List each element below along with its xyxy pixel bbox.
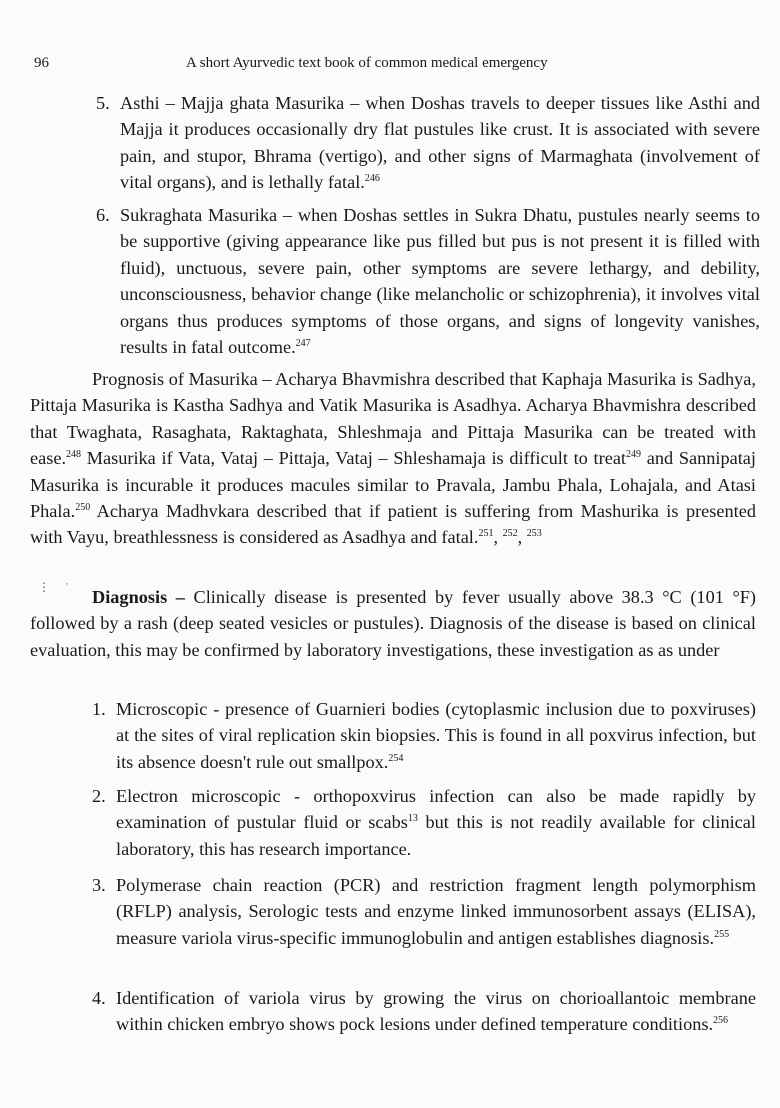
- prognosis-text-1: Prognosis of Masurika – Acharya Bhavmishra described that Kaphaja Masurika is Sadhya, Pittaja Masurika is Kastha Sadhya and Vatik Masurika is Asadhya. Acharya Bhavmishra described that Twaghata, Rasaghata, Raktaghata, Shleshmaja and Pittaja Masurika can be treated with ease.: [30, 369, 756, 469]
- prognosis-text-4: Acharya Madhvkara described that if patient is suffering from Mashurika is presented with Vayu, breathlessness is considered as Asadhya and fatal.: [30, 501, 756, 548]
- footnote-ref: 249: [626, 449, 642, 461]
- footnote-ref: 246: [364, 173, 380, 185]
- list-item: [92, 783, 756, 862]
- prognosis-paragraph: [30, 366, 756, 551]
- page-number: 96: [34, 55, 49, 71]
- footnote-ref: 248: [66, 449, 82, 461]
- ref-separator: ,: [517, 527, 527, 548]
- footnote-ref: 254: [388, 752, 404, 764]
- footnote-ref: 13: [407, 813, 418, 825]
- list-item-number: 5.: [96, 93, 110, 113]
- list-item: [96, 202, 760, 360]
- print-specks: ⋮ ˙: [38, 580, 75, 594]
- list-item: [92, 872, 756, 951]
- running-title: A short Ayurvedic text book of common medical emergency: [186, 55, 548, 71]
- ref-separator: ,: [493, 527, 503, 548]
- list-item-text: Polymerase chain reaction (PCR) and restriction fragment length polymorphism (RFLP) analysis, Serologic tests and enzyme linked immunosorbent assays (ELISA), measure variola virus-specific immunoglobulin and antigen establishes diagnosis.: [116, 875, 756, 948]
- list-item-number: 4.: [92, 988, 106, 1008]
- diagnosis-text: Clinically disease is presented by fever usually above 38.3 °C (101 °F) followed by a rash (deep seated vesicles or pustules). Diagnosis of the disease is based on clinical evaluation, this may be confirmed by laboratory investigations, these investigation as as under: [30, 587, 757, 660]
- list-item-text: Asthi – Majja ghata Masurika – when Doshas travels to deeper tissues like Asthi and Majja it produces occasionally dry flat pustules like crust. It is associated with severe pain, and stupor, Bhrama (vertigo), and other signs of Marmaghata (involvement of vital organs), and is lethally fatal.: [120, 93, 760, 193]
- list-item-number: 1.: [92, 699, 106, 719]
- list-item-number: 2.: [92, 786, 106, 806]
- footnote-ref: 253: [526, 528, 542, 540]
- footnote-ref: 247: [295, 338, 311, 350]
- list-item: [96, 90, 760, 196]
- list-item-text: Identification of variola virus by growing the virus on chorioallantoic membrane within chicken embryo shows pock lesions under defined temperature conditions.: [116, 988, 756, 1035]
- list-item-text: but this is not readily available for clinical laboratory, this has research importance.: [116, 812, 756, 859]
- footnote-ref: 252: [502, 528, 518, 540]
- page-header: [34, 55, 760, 77]
- diagnosis-paragraph: [30, 584, 756, 663]
- list-item-number: 3.: [92, 875, 106, 895]
- prognosis-text-2: Masurika if Vata, Vataj – Pittaja, Vataj – Shleshamaja is difficult to treat: [81, 448, 627, 469]
- list-item-text: Sukraghata Masurika – when Doshas settles in Sukra Dhatu, pustules nearly seems to be supportive (giving appearance like pus filled but pus is not present it is filled with fluid), unctuous, severe pain, other symptoms are severe lethargy, and debility, unconsciousness, behavior change (like melancholic or schizophrenia), it involves vital organs thus produces symptoms of those organs, and signs of longevity vanishes, results in fatal outcome.: [120, 205, 760, 358]
- footnote-ref: 255: [714, 928, 730, 940]
- list-item: [92, 985, 756, 1038]
- list-item-text: Microscopic - presence of Guarnieri bodies (cytoplasmic inclusion due to poxviruses) at the sites of viral replication skin biopsies. This is found in all poxvirus infection, but its absence doesn't rule out smallpox.: [116, 699, 756, 772]
- diagnosis-heading: Diagnosis –: [92, 587, 185, 607]
- footnote-ref: 256: [713, 1015, 729, 1027]
- prognosis-text-3: and Sannipataj Masurika is incurable it produces macules similar to Pravala, Jambu Phala, Lohajala, and Atasi Phala.: [30, 448, 756, 522]
- list-item-text: Electron microscopic - orthopoxvirus infection can also be made rapidly by examination of pustular fluid or scabs: [116, 786, 756, 833]
- footnote-ref: 251: [478, 528, 494, 540]
- list-item-number: 6.: [96, 205, 110, 225]
- footnote-ref: 250: [75, 502, 91, 514]
- list-item: [92, 696, 756, 775]
